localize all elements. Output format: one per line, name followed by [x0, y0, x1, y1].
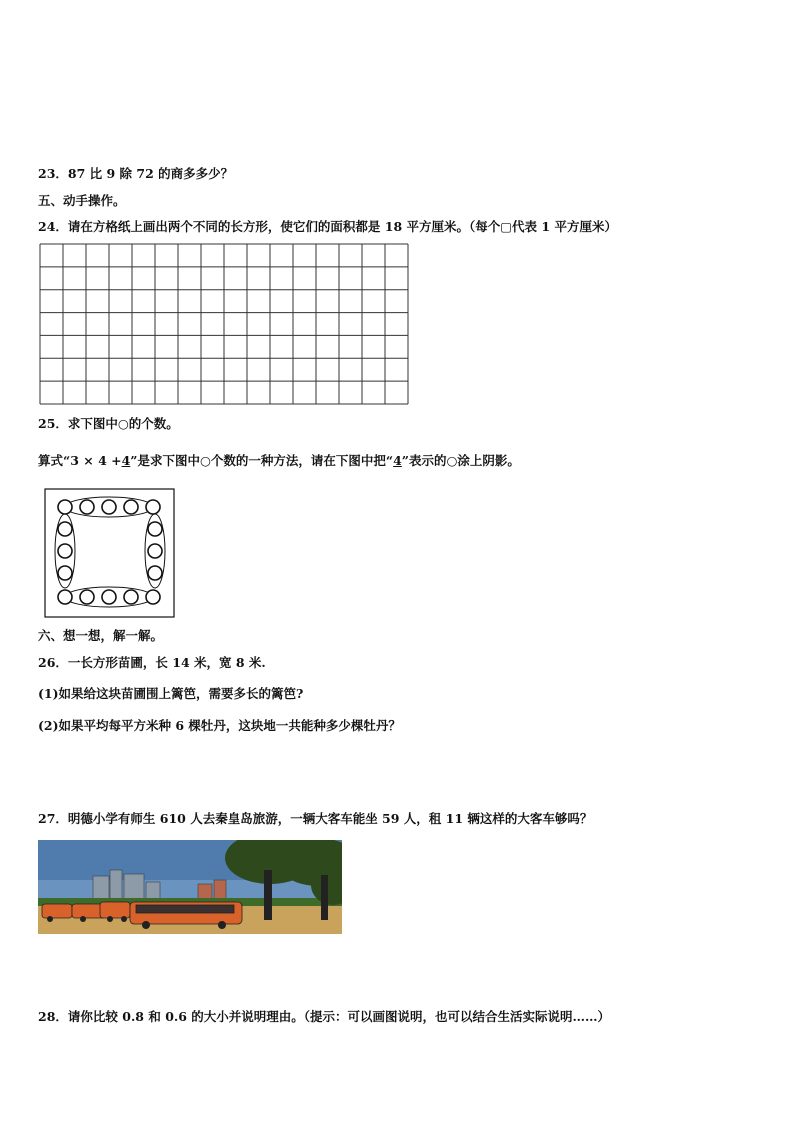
question-25-title: 25．求下图中○的个数。 [38, 416, 179, 431]
circle [146, 500, 160, 514]
section-6-heading: 六、想一想，解一解。 [38, 628, 164, 643]
formula-prefix: 算式“3 × 4 + [38, 453, 122, 468]
question-27: 27．明德小学有师生 610 人去秦皇岛旅游，一辆大客车能坐 59 人，租 11 辆这样的大客车够吗？ [38, 811, 593, 826]
question-23: 23．87 比 9 除 72 的商多多少？ [38, 166, 234, 181]
bus [130, 902, 242, 924]
circle [148, 544, 162, 558]
formula-suffix: ”表示的○涂上阴影。 [401, 453, 520, 468]
circle [58, 590, 72, 604]
formula-underlined: 4 [121, 453, 131, 468]
circle [124, 590, 138, 604]
question-26: 26．一长方形苗圃，长 14 米，宽 8 米. [38, 655, 266, 670]
bus [42, 902, 130, 918]
section-5-heading: 五、动手操作。 [38, 193, 126, 208]
circle [148, 566, 162, 580]
formula-mid: ”是求下图中○个数的一种方法，请在下图中把“ [130, 453, 394, 468]
circle-figure[interactable] [44, 488, 176, 622]
circle [148, 522, 162, 536]
question-26-part-2: (2)如果平均每平方米种 6 棵牡丹，这块地一共能种多少棵牡丹？ [38, 718, 401, 733]
circle [58, 544, 72, 558]
circle [102, 500, 116, 514]
bus-illustration [38, 840, 342, 934]
question-24: 24．请在方格纸上画出两个不同的长方形，使它们的面积都是 18 平方厘米。（每个▢代表 1 平方厘米） [38, 219, 617, 234]
circle [102, 590, 116, 604]
question-28: 28．请你比较 0.8 和 0.6 的大小并说明理由。（提示：可以画图说明，也可以结合生活实际说明……） [38, 1009, 611, 1024]
circle [58, 522, 72, 536]
circle [80, 590, 94, 604]
question-25-formula [38, 453, 520, 469]
circle [146, 590, 160, 604]
square-grid[interactable] [39, 243, 409, 405]
circle [58, 566, 72, 580]
circle [58, 500, 72, 514]
formula-underlined-2: 4 [393, 453, 402, 468]
circle [80, 500, 94, 514]
question-26-part-1: (1)如果给这块苗圃围上篱笆，需要多长的篱笆? [38, 686, 304, 701]
circle [124, 500, 138, 514]
